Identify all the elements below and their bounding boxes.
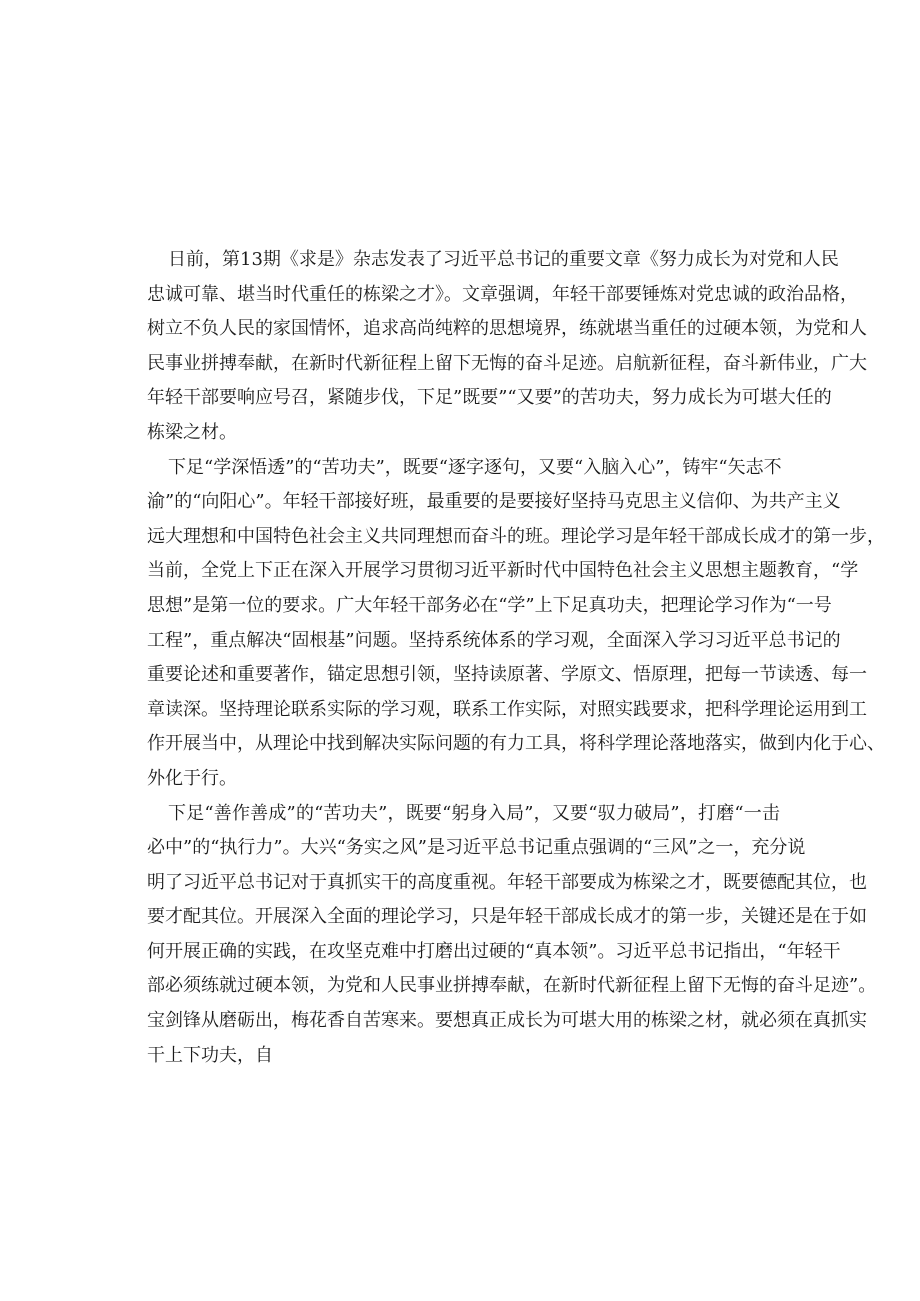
paragraph-2 bbox=[147, 451, 885, 797]
paragraph-line: 明了习近平总书记对于真抓实干的高度重视。年轻干部要成为栋梁之才，既要德配其位，也 bbox=[147, 871, 867, 893]
paragraph-line: 外化于行。 bbox=[147, 767, 237, 789]
paragraph-line: 远大理想和中国特色社会主义共同理想而奋斗的班。理论学习是年轻干部成长成才的第一步， bbox=[147, 525, 885, 547]
document-body bbox=[147, 243, 885, 1073]
paragraph-line: 必中”的“执行力”。大兴“务实之风”是习近平总书记重点强调的“三风”之一，充分说 bbox=[147, 837, 806, 859]
paragraph-line: 树立不负人民的家国情怀，追求高尚纯粹的思想境界，练就堪当重任的过硬本领，为党和人 bbox=[147, 318, 867, 340]
paragraph-line: 重要论述和重要著作，锚定思想引领，坚持读原著、学原文、悟原理，把每一节读透、每一 bbox=[147, 664, 867, 686]
paragraph-line: 要才配其位。开展深入全面的理论学习，只是年轻干部成长成才的第一步，关键还是在于如 bbox=[147, 906, 867, 928]
paragraph-line: 部必须练就过硬本领，为党和人民事业拼搏奉献，在新时代新征程上留下无悔的奋斗足迹”。 bbox=[147, 975, 877, 997]
paragraph-line: 民事业拼搏奉献，在新时代新征程上留下无悔的奋斗足迹。启航新征程，奋斗新伟业，广大 bbox=[147, 352, 867, 374]
paragraph-line: 下足“学深悟透”的“苦功夫”，既要“逐字逐句，又要“入脑入心”，铸牢“矢志不 bbox=[168, 456, 782, 478]
paragraph-line: 年轻干部要响应号召，紧随步伐，下足”既要”“又要”的苦功夫，努力成长为可堪大任的 bbox=[147, 387, 832, 409]
paragraph-line: 作开展当中，从理论中找到解决实际问题的有力工具，将科学理论落地落实，做到内化于心、 bbox=[147, 733, 885, 755]
paragraph-line: 何开展正确的实践，在攻坚克难中打磨出过硬的“真本领”。习近平总书记指出，“年轻干 bbox=[147, 940, 841, 962]
paragraph-line: 宝剑锋从磨砺出，梅花香自苦寒来。要想真正成长为可堪大用的栋梁之材，就必须在真抓实 bbox=[147, 1010, 867, 1032]
paragraph-line: 渝”的“向阳心”。年轻干部接好班，最重要的是要接好坚持马克思主义信仰、为共产主义 bbox=[147, 491, 841, 513]
paragraph-1 bbox=[147, 243, 867, 451]
paragraph-line: 工程”，重点解决“固根基”问题。坚持系统体系的学习观，全面深入学习习近平总书记的 bbox=[147, 629, 841, 651]
paragraph-3 bbox=[147, 797, 877, 1074]
paragraph-line: 章读深。坚持理论联系实际的学习观，联系工作实际，对照实践要求，把科学理论运用到工 bbox=[147, 698, 867, 720]
paragraph-line: 日前，第13期《求是》杂志发表了习近平总书记的重要文章《努力成长为对党和人民 bbox=[168, 249, 839, 270]
paragraph-line: 当前，全党上下正在深入开展学习贯彻习近平新时代中国特色社会主义思想主题教育，“学 bbox=[147, 560, 859, 582]
paragraph-line: 忠诚可靠、堪当时代重任的栋梁之才》。文章强调，年轻干部要锤炼对党忠诚的政治品格， bbox=[147, 283, 858, 305]
paragraph-line: 栋梁之材。 bbox=[147, 421, 237, 443]
paragraph-line: 下足“善作善成”的“苦功夫”，既要“躬身入局”，又要“驭力破局”，打磨“一击 bbox=[168, 802, 780, 824]
paragraph-line: 干上下功夫，自 bbox=[147, 1044, 273, 1066]
paragraph-line: 思想”是第一位的要求。广大年轻干部务必在“学”上下足真功夫，把理论学习作为“一号 bbox=[147, 594, 832, 616]
